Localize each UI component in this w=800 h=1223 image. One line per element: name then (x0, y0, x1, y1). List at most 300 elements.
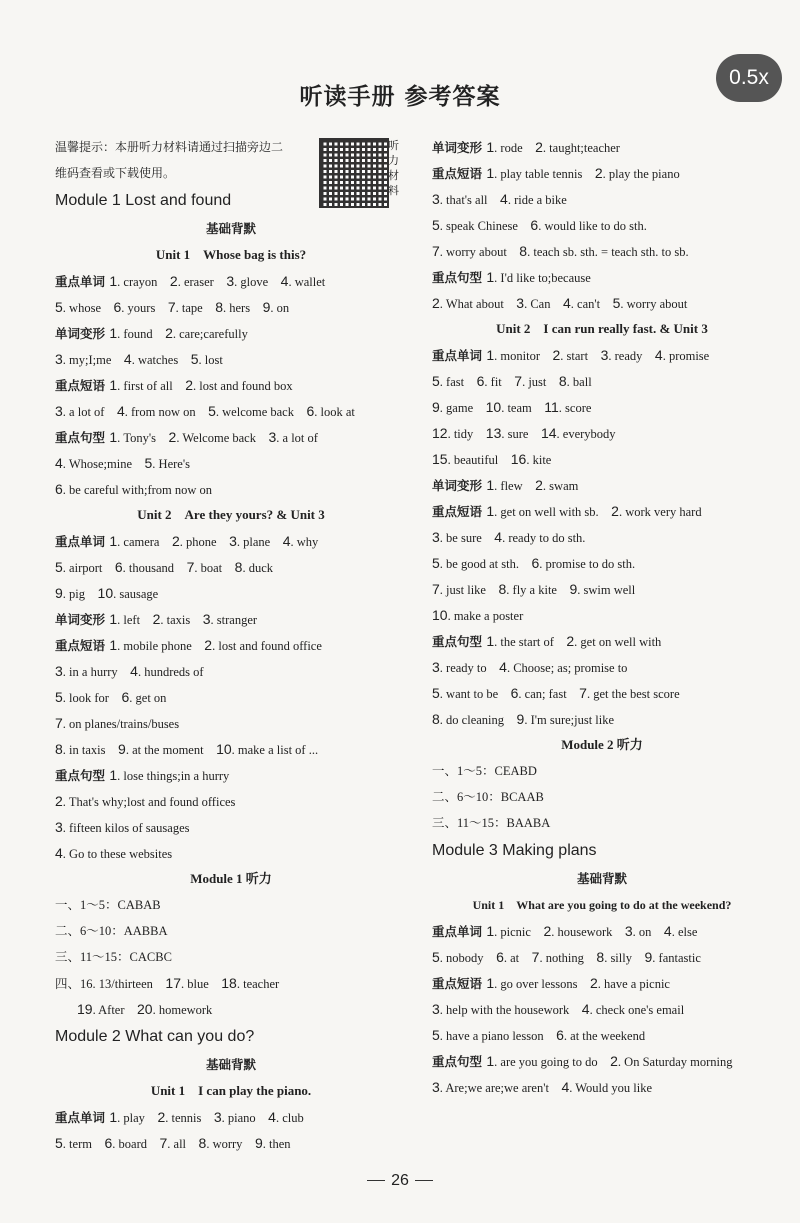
item-number: 3 (432, 1079, 440, 1095)
item-answer: . housework (551, 925, 625, 939)
item-number: 2 (432, 295, 440, 311)
item-answer: . make a poster (447, 609, 536, 623)
item-answer: . at the moment (125, 743, 217, 757)
item-number: 9 (254, 1135, 263, 1151)
item-answer: . my;I;me (62, 353, 124, 367)
item-answer: . play the piano (602, 167, 693, 181)
item-answer: . make a list of ... (231, 743, 331, 757)
item-answer: . silly (604, 951, 645, 965)
item-number: 1 (486, 139, 495, 155)
answer-line (55, 658, 407, 684)
item-answer: . kite (526, 453, 564, 467)
answer-line (432, 342, 772, 368)
item-number: 3 (229, 533, 237, 549)
item-number: 1 (486, 503, 495, 519)
item-answer: . then (262, 1137, 304, 1151)
item-answer: . tidy (447, 427, 486, 441)
item-number: 1 (109, 767, 118, 783)
answer-line (432, 602, 772, 628)
item-number: 6 (55, 481, 63, 497)
answer-line (55, 424, 407, 450)
item-answer: . tape (175, 301, 216, 315)
answer-line (55, 736, 407, 762)
item-number: 8 (498, 581, 507, 597)
item-answer: . Choose; as; promise to (506, 661, 640, 675)
item-number: 9 (262, 299, 271, 315)
item-answer: . speak Chinese (439, 219, 531, 233)
item-number: 9 (569, 581, 578, 597)
item-answer: . Can (524, 297, 563, 311)
item-number: 1 (109, 273, 118, 289)
qr-label: 听力材料 (388, 139, 399, 197)
item-answer: . first of all (117, 379, 186, 393)
page-number-text: 26 (391, 1172, 409, 1189)
section-heading: 基础背默 (205, 1057, 256, 1072)
item-answer: . in taxis (62, 743, 119, 757)
item-number: 5 (432, 217, 440, 233)
answer-group (55, 1104, 407, 1156)
answer-group (432, 342, 772, 732)
item-number: 2 (55, 793, 63, 809)
item-answer: . fit (484, 375, 515, 389)
answer-line (432, 160, 772, 186)
item-answer: . on planes/trains/buses (62, 717, 192, 731)
item-answer: . get on well with sb. (494, 505, 612, 519)
item-number: 4 (280, 273, 289, 289)
item-number: 1 (486, 477, 495, 493)
item-answer: . sure (501, 427, 541, 441)
item-number: 2 (594, 165, 603, 181)
item-number: 2 (168, 429, 177, 445)
item-number: 1 (486, 347, 495, 363)
listening-answer: 三、11～15：BAABA (432, 816, 551, 830)
answer-line (432, 654, 772, 680)
category-label: 重点单词 (55, 274, 110, 289)
item-answer: . just (522, 375, 559, 389)
item-answer: . tennis (165, 1111, 214, 1125)
answer-line (432, 1022, 772, 1048)
item-answer: . camera (117, 535, 172, 549)
item-answer: . why (290, 535, 331, 549)
item-number: 3 (55, 351, 63, 367)
item-answer: . swam (542, 479, 591, 493)
item-answer: . are you going to do (494, 1055, 611, 1069)
item-answer: . help with the housework (439, 1003, 582, 1017)
answer-line (432, 446, 772, 472)
item-answer: . Tony's (117, 431, 169, 445)
item-number: 2 (152, 611, 161, 627)
item-answer: . be sure (439, 531, 495, 545)
item-answer: . boat (194, 561, 235, 575)
answer-line (55, 346, 407, 372)
item-answer: . Would you like (569, 1081, 665, 1095)
answer-line (55, 788, 407, 814)
item-number: 4 (562, 295, 571, 311)
item-number: 5 (432, 949, 440, 965)
item-answer: . crayon (117, 275, 170, 289)
item-number: 19 (77, 1001, 93, 1017)
section-heading: 基础背默 (205, 221, 256, 236)
item-answer: . I'd like to;because (494, 271, 604, 285)
answer-line (432, 918, 772, 944)
answer-group (55, 528, 407, 866)
answer-line (432, 628, 772, 654)
item-number: 9 (516, 711, 525, 727)
item-number: 2 (566, 633, 575, 649)
item-answer: . Here's (152, 457, 203, 471)
item-number: 7 (159, 1135, 168, 1151)
item-answer: . can; fast (518, 687, 580, 701)
item-answer: . lose things;in a hurry (117, 769, 242, 783)
listening-answer (55, 996, 407, 1022)
category-label: 单词变形 (432, 140, 487, 155)
item-answer: . term (62, 1137, 105, 1151)
unit-title: Unit 2 I can run really fast. & Unit 3 (496, 321, 708, 336)
answer-line (432, 680, 772, 706)
item-number: 12 (432, 425, 448, 441)
item-answer: . What about (439, 297, 517, 311)
item-number: 2 (535, 477, 543, 493)
item-number: 8 (519, 243, 528, 259)
answer-line (55, 372, 407, 398)
item-answer: . start (560, 349, 601, 363)
answer-line (432, 996, 772, 1022)
item-number: 8 (55, 741, 63, 757)
item-number: 6 (114, 559, 123, 575)
answer-line (432, 394, 772, 420)
item-number: 9 (432, 399, 440, 415)
item-answer: . score (558, 401, 604, 415)
answer-line (55, 398, 407, 424)
item-number: 8 (596, 949, 605, 965)
answer-line (432, 368, 772, 394)
item-number: 3 (268, 429, 277, 445)
item-number: 5 (432, 1027, 440, 1043)
module3-title: Module 3 Making plans (432, 842, 597, 859)
item-number: 3 (55, 663, 63, 679)
item-number: 2 (165, 325, 173, 341)
answer-line (55, 840, 407, 866)
item-answer: . yours (121, 301, 168, 315)
category-label: 重点句型 (432, 634, 487, 649)
item-answer: . welcome back (215, 405, 307, 419)
item-number: 4 (130, 663, 138, 679)
item-number: 2 (535, 139, 543, 155)
item-answer: . ready to do sth. (502, 531, 598, 545)
answer-line (432, 944, 772, 970)
item-answer: . get on well with (574, 635, 674, 649)
item-number: 4 (55, 845, 63, 861)
answer-line (432, 134, 772, 160)
answer-line (432, 706, 772, 732)
item-number: 8 (234, 559, 243, 575)
listening-answer: 二、6～10：BCAAB (432, 790, 544, 804)
item-answer: . play (117, 1111, 158, 1125)
item-answer: . ride a bike (507, 193, 580, 207)
item-number: 16 (510, 451, 527, 467)
item-answer: . in a hurry (62, 665, 131, 679)
item-answer: . fantastic (652, 951, 714, 965)
item-number: 7 (432, 581, 440, 597)
item-number: 8 (558, 373, 567, 389)
item-number: 5 (190, 351, 199, 367)
item-number: 3 (432, 1001, 440, 1017)
answer-line (55, 528, 407, 554)
answer-line (432, 1048, 772, 1074)
listening-answer: 三、11～15：CACBC (55, 950, 172, 964)
item-number: 1 (486, 975, 495, 991)
answer-line (55, 762, 407, 788)
item-number: 14 (540, 425, 557, 441)
item-number: 5 (55, 559, 63, 575)
answer-group (432, 134, 772, 316)
item-number: 3 (516, 295, 525, 311)
answer-line (55, 1104, 407, 1130)
item-number: 4 (282, 533, 291, 549)
item-answer: . plane (236, 535, 283, 549)
unit-title: Unit 1 What are you going to do at the weekend? (472, 898, 732, 912)
item-answer: . club (275, 1111, 317, 1125)
item-answer: . stranger (210, 613, 270, 627)
item-answer: . That's why;lost and found offices (62, 795, 248, 809)
answer-line (432, 264, 772, 290)
item-answer: . phone (179, 535, 230, 549)
item-answer: . do cleaning (439, 713, 517, 727)
item-number: 5 (432, 373, 440, 389)
item-number: 3 (600, 347, 609, 363)
item-answer: . ball (566, 375, 605, 389)
item-answer: . monitor (494, 349, 553, 363)
item-number: 7 (186, 559, 195, 575)
category-label: 重点单词 (432, 348, 487, 363)
left-column (55, 134, 407, 1156)
item-answer: . team (501, 401, 545, 415)
page-title: 听读手册 参考答案 (299, 84, 501, 110)
item-answer: . watches (131, 353, 191, 367)
item-number: 6 (531, 555, 540, 571)
item-answer: . picnic (494, 925, 544, 939)
item-number: 4 (499, 659, 507, 675)
item-answer: . nothing (539, 951, 597, 965)
answer-line (55, 814, 407, 840)
item-answer: . blue (180, 977, 222, 991)
item-answer: . on (270, 301, 302, 315)
item-number: 6 (556, 1027, 564, 1043)
item-answer: . duck (242, 561, 286, 575)
item-number: 11 (544, 399, 559, 415)
item-answer: . play table tennis (494, 167, 595, 181)
answer-line (55, 268, 407, 294)
item-answer: . a lot of (62, 405, 117, 419)
item-number: 18 (221, 975, 237, 991)
listening-answer: 二、6～10：AABBA (55, 924, 168, 938)
unit-title: Unit 2 Are they yours? & Unit 3 (137, 507, 325, 522)
item-number: 3 (213, 1109, 222, 1125)
tip-line: 维码查看或下载使用。 (55, 166, 176, 180)
item-answer: . pig (62, 587, 98, 601)
item-answer: 四、16. 13/thirteen (55, 977, 166, 991)
category-label: 单词变形 (432, 478, 487, 493)
item-answer: . promise (662, 349, 722, 363)
item-answer: . get on (129, 691, 179, 705)
item-number: 1 (109, 325, 118, 341)
item-answer: . Are;we are;we aren't (439, 1081, 562, 1095)
item-number: 15 (432, 451, 448, 467)
item-number: 5 (55, 1135, 63, 1151)
right-column (432, 134, 772, 1100)
item-answer: . would like to do sth. (538, 219, 660, 233)
item-number: 7 (579, 685, 587, 701)
item-number: 2 (169, 273, 178, 289)
item-number: 5 (432, 685, 440, 701)
answer-line (55, 580, 407, 606)
item-answer: . have a piano lesson (439, 1029, 557, 1043)
item-number: 7 (55, 715, 63, 731)
category-label: 重点句型 (55, 768, 110, 783)
answer-line (432, 212, 772, 238)
item-answer: . work very hard (618, 505, 715, 519)
item-answer: . be good at sth. (439, 557, 532, 571)
item-number: 6 (306, 403, 315, 419)
item-number: 1 (109, 533, 118, 549)
item-number: 1 (486, 165, 495, 181)
item-answer: . eraser (177, 275, 227, 289)
answer-line (55, 554, 407, 580)
item-number: 3 (226, 273, 235, 289)
category-label: 重点单词 (55, 534, 110, 549)
item-answer: . fifteen kilos of sausages (62, 821, 202, 835)
item-number: 2 (611, 503, 619, 519)
item-number: 4 (663, 923, 672, 939)
answer-line (55, 450, 407, 476)
item-answer: . wallet (288, 275, 338, 289)
item-answer: . worry (206, 1137, 255, 1151)
item-answer: . board (112, 1137, 160, 1151)
item-answer: . everybody (556, 427, 629, 441)
item-number: 1 (109, 1109, 118, 1125)
item-number: 5 (55, 299, 63, 315)
item-number: 10 (432, 607, 448, 623)
item-number: 9 (644, 949, 653, 965)
page-number (0, 1172, 800, 1190)
item-number: 4 (494, 529, 503, 545)
item-answer: . ready (608, 349, 655, 363)
item-answer: . be careful with;from now on (62, 483, 225, 497)
item-answer: . check one's email (589, 1003, 697, 1017)
item-number: 6 (476, 373, 485, 389)
item-answer: . hundreds of (137, 665, 217, 679)
item-answer: . just like (439, 583, 499, 597)
listening-answer: 一、1～5：CEABD (432, 764, 537, 778)
item-answer: . all (167, 1137, 199, 1151)
item-answer: . promise to do sth. (539, 557, 648, 571)
tip-line: 温馨提示：本册听力材料请通过扫描旁边二 (55, 140, 284, 154)
item-answer: . lost and found office (212, 639, 335, 653)
item-number: 8 (432, 711, 440, 727)
item-answer: . fly a kite (506, 583, 570, 597)
item-number: 6 (496, 949, 504, 965)
item-number: 1 (109, 637, 118, 653)
category-label: 重点短语 (432, 504, 487, 519)
module2-title: Module 2 What can you do? (55, 1028, 255, 1045)
answer-line (432, 498, 772, 524)
answer-line (55, 320, 407, 346)
item-answer: . go over lessons (494, 977, 590, 991)
item-number: 7 (514, 373, 523, 389)
item-number: 3 (432, 191, 440, 207)
item-number: 9 (118, 741, 126, 757)
item-number: 7 (432, 243, 440, 259)
answer-line (55, 294, 407, 320)
item-answer: . mobile phone (117, 639, 205, 653)
item-number: 3 (432, 659, 440, 675)
item-number: 20 (137, 1001, 153, 1017)
zoom-badge[interactable]: 0.5x (716, 54, 782, 102)
item-number: 8 (215, 299, 223, 315)
item-answer: . get the best score (586, 687, 693, 701)
item-answer: . Go to these websites (62, 847, 185, 861)
item-number: 2 (185, 377, 193, 393)
item-answer: . worry about (620, 297, 700, 311)
item-number: 6 (113, 299, 122, 315)
answer-line (432, 524, 772, 550)
item-answer: . lost (198, 353, 236, 367)
item-answer: . nobody (439, 951, 497, 965)
item-number: 5 (432, 555, 440, 571)
item-answer: . sausage (113, 587, 171, 601)
item-answer: . on (632, 925, 664, 939)
item-answer: . that's all (439, 193, 501, 207)
listening-answer: 一、1～5：CABAB (55, 898, 161, 912)
category-label: 重点句型 (432, 1054, 487, 1069)
item-answer: . the start of (494, 635, 567, 649)
item-answer: . piano (221, 1111, 269, 1125)
item-answer: . thousand (122, 561, 187, 575)
category-label: 重点句型 (55, 430, 110, 445)
item-number: 4 (268, 1109, 276, 1125)
item-answer: . I'm sure;just like (524, 713, 627, 727)
item-answer: . a lot of (276, 431, 331, 445)
answer-group (432, 918, 772, 1100)
answer-line (55, 710, 407, 736)
module1-title: Module 1 Lost and found (55, 192, 232, 209)
item-answer: . found (117, 327, 166, 341)
item-number: 3 (624, 923, 633, 939)
answer-line (55, 632, 407, 658)
item-answer: . taught;teacher (542, 141, 633, 155)
category-label: 重点单词 (432, 924, 487, 939)
answer-line (55, 476, 407, 502)
item-number: 4 (561, 1079, 570, 1095)
item-number: 1 (486, 269, 495, 285)
item-number: 4 (654, 347, 663, 363)
item-answer: . flew (494, 479, 536, 493)
item-number: 2 (171, 533, 180, 549)
item-answer: . want to be (439, 687, 511, 701)
category-label: 重点短语 (55, 378, 110, 393)
item-number: 2 (552, 347, 561, 363)
category-label: 重点单词 (55, 1110, 110, 1125)
item-number: 1 (109, 429, 118, 445)
item-number: 3 (432, 529, 440, 545)
item-answer: . After (92, 1003, 138, 1017)
item-number: 2 (610, 1053, 618, 1069)
unit-title: Unit 1 Whose bag is this? (155, 247, 307, 262)
answer-line (432, 472, 772, 498)
item-number: 6 (510, 685, 519, 701)
answer-line (55, 606, 407, 632)
answer-line (55, 1130, 407, 1156)
